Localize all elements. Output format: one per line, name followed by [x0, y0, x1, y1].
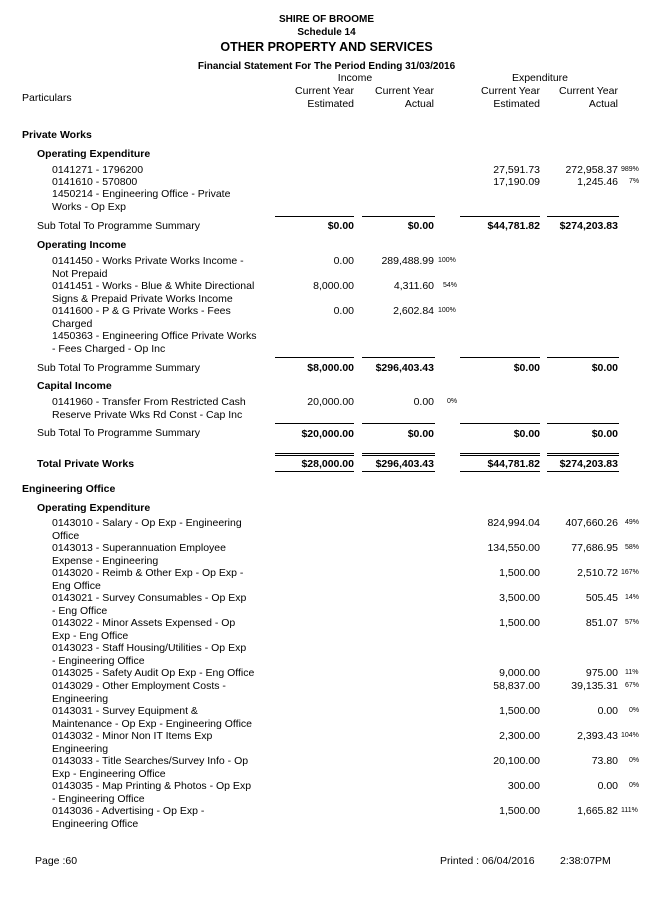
- subtotal-rule: [275, 216, 354, 217]
- inc-actual: 0.00: [413, 396, 434, 408]
- exp-estimated: $44,781.82: [487, 458, 540, 470]
- inc-actual: $296,403.43: [375, 458, 434, 470]
- subtotal-rule: [460, 357, 540, 358]
- inc-estimated: 20,000.00: [307, 396, 354, 408]
- total-rule: [460, 453, 540, 456]
- subtotal-rule: [547, 423, 619, 424]
- row-label: 0141451 - Works - Blue & White Directional Signs & Prepaid Private Works Income: [52, 280, 255, 305]
- row-label: 0143010 - Salary - Op Exp - Engineering Office: [52, 517, 242, 542]
- percent: 0%: [629, 782, 640, 789]
- exp-actual: 73.80: [591, 755, 618, 767]
- percent: 11%: [625, 669, 639, 676]
- particulars-heading: Particulars: [22, 92, 72, 104]
- row-label: Sub Total To Programme Summary: [37, 220, 201, 232]
- exp-actual: $0.00: [591, 362, 618, 374]
- exp-actual: 77,686.95: [571, 542, 618, 554]
- exp-estimated: 58,837.00: [493, 680, 540, 692]
- subtotal-rule: [275, 423, 354, 424]
- inc-estimated: $20,000.00: [301, 428, 354, 440]
- subtotal-rule: [362, 357, 435, 358]
- col-exp-est-h1: Current Year: [481, 85, 540, 97]
- exp-actual: $0.00: [591, 428, 618, 440]
- total-rule: [362, 471, 435, 472]
- row-label: 0143032 - Minor Non IT Items Exp Engineering: [52, 730, 213, 755]
- inc-actual: $296,403.43: [375, 362, 434, 374]
- exp-actual: 0.00: [597, 705, 618, 717]
- exp-estimated: 134,550.00: [487, 542, 540, 554]
- percent: 0%: [447, 398, 458, 405]
- report-subtitle: Financial Statement For The Period Ending 31/03/2016: [197, 61, 456, 72]
- schedule-label: Schedule 14: [297, 27, 356, 38]
- income-heading: Income: [337, 72, 373, 84]
- exp-actual: 0.00: [597, 780, 618, 792]
- inc-actual: 289,488.99: [381, 255, 434, 267]
- col-inc-est-h1: Current Year: [295, 85, 354, 97]
- percent: 57%: [625, 619, 640, 626]
- row-label: Sub Total To Programme Summary: [37, 427, 201, 439]
- percent: 111%: [621, 807, 638, 814]
- row-label: 0141450 - Works Private Works Income - Not Prepaid: [52, 255, 244, 280]
- exp-actual: 2,510.72: [577, 567, 618, 579]
- percent: 54%: [443, 282, 458, 289]
- row-label: 0143022 - Minor Assets Expensed - Op Exp - Eng Office: [52, 617, 236, 642]
- percent: 49%: [625, 519, 640, 526]
- subtotal-rule: [275, 357, 354, 358]
- report-title: OTHER PROPERTY AND SERVICES: [220, 40, 433, 54]
- expenditure-heading: Expenditure: [511, 72, 569, 84]
- page-number: Page :60: [35, 855, 78, 867]
- group-operating-expenditure: Operating Expenditure: [37, 148, 151, 160]
- printed-time: 2:38:07PM: [560, 855, 611, 867]
- exp-actual: $274,203.83: [559, 220, 618, 232]
- inc-actual: $0.00: [407, 220, 434, 232]
- row-label: 0143029 - Other Employment Costs - Engineering: [52, 680, 226, 705]
- total-rule: [547, 453, 619, 456]
- percent: 67%: [625, 682, 640, 689]
- exp-actual: 505.45: [585, 592, 618, 604]
- exp-estimated: $0.00: [513, 362, 540, 374]
- percent: 7%: [629, 178, 640, 185]
- exp-estimated: 3,500.00: [499, 592, 540, 604]
- inc-estimated: $28,000.00: [301, 458, 354, 470]
- org-name: SHIRE OF BROOME: [278, 14, 374, 25]
- exp-actual: 2,393.43: [577, 730, 618, 742]
- col-exp-act-h1: Current Year: [559, 85, 618, 97]
- col-inc-act-h2: Actual: [404, 98, 434, 110]
- exp-actual: 272,958.37: [565, 164, 618, 176]
- row-label: 0141600 - P & G Private Works - Fees Charged: [52, 305, 231, 330]
- row-label: 0143020 - Reimb & Other Exp - Op Exp - Eng Office: [52, 567, 244, 592]
- exp-estimated: 1,500.00: [499, 617, 540, 629]
- exp-estimated: $0.00: [513, 428, 540, 440]
- exp-actual: 39,135.31: [571, 680, 618, 692]
- col-inc-est-h2: Estimated: [307, 98, 354, 110]
- exp-estimated: 2,300.00: [499, 730, 540, 742]
- percent: 0%: [629, 757, 640, 764]
- exp-actual: $274,203.83: [559, 458, 618, 470]
- row-label: 0143021 - Survey Consumables - Op Exp - Eng Office: [52, 592, 247, 617]
- total-rule: [275, 453, 354, 456]
- col-exp-est-h2: Estimated: [493, 98, 540, 110]
- inc-estimated: 0.00: [333, 255, 354, 267]
- group-operating-income: Operating Income: [37, 239, 127, 251]
- exp-actual: 851.07: [585, 617, 618, 629]
- total-rule: [275, 471, 354, 472]
- percent: 58%: [625, 544, 640, 551]
- exp-estimated: 27,591.73: [493, 164, 540, 176]
- exp-estimated: 300.00: [507, 780, 540, 792]
- percent: 100%: [438, 257, 456, 264]
- row-label: 0143033 - Title Searches/Survey Info - Op Exp - Engineering Office: [52, 755, 249, 780]
- total-rule: [460, 471, 540, 472]
- row-label: 0143025 - Safety Audit Op Exp - Eng Office: [52, 667, 255, 679]
- exp-actual: 1,245.46: [577, 176, 618, 188]
- exp-estimated: $44,781.82: [487, 220, 540, 232]
- percent: 100%: [438, 307, 456, 314]
- row-label: 0143035 - Map Printing & Photos - Op Exp - Engineering Office: [52, 780, 252, 805]
- inc-actual: 2,602.84: [393, 305, 434, 317]
- exp-actual: 975.00: [585, 667, 618, 679]
- exp-actual: 407,660.26: [565, 517, 618, 529]
- inc-actual: $0.00: [407, 428, 434, 440]
- group-operating-expenditure: Operating Expenditure: [37, 502, 151, 514]
- percent: 0%: [629, 707, 640, 714]
- group-capital-income: Capital Income: [37, 380, 112, 392]
- row-label: 0141610 - 570800: [52, 176, 138, 188]
- percent: 167%: [621, 569, 639, 576]
- total-rule: [362, 453, 435, 456]
- section-engineering-office: Engineering Office: [22, 483, 116, 495]
- inc-estimated: $0.00: [327, 220, 354, 232]
- exp-estimated: 1,500.00: [499, 805, 540, 817]
- percent: 989%: [621, 166, 639, 173]
- total-rule: [547, 471, 619, 472]
- inc-estimated: $8,000.00: [307, 362, 354, 374]
- exp-estimated: 1,500.00: [499, 567, 540, 579]
- row-label: 0143036 - Advertising - Op Exp - Engineering Office: [52, 805, 205, 830]
- percent: 104%: [621, 732, 639, 739]
- exp-actual: 1,665.82: [577, 805, 618, 817]
- percent: 14%: [625, 594, 640, 601]
- subtotal-rule: [547, 216, 619, 217]
- exp-estimated: 9,000.00: [499, 667, 540, 679]
- exp-estimated: 1,500.00: [499, 705, 540, 717]
- col-exp-act-h2: Actual: [588, 98, 618, 110]
- row-label: 0143023 - Staff Housing/Utilities - Op Exp - Engineering Office: [52, 642, 247, 667]
- row-label: Sub Total To Programme Summary: [37, 362, 201, 374]
- exp-estimated: 17,190.09: [493, 176, 540, 188]
- exp-estimated: 20,100.00: [493, 755, 540, 767]
- subtotal-rule: [460, 423, 540, 424]
- row-label: 1450363 - Engineering Office Private Works - Fees Charged - Op Inc: [52, 330, 257, 355]
- inc-estimated: 0.00: [333, 305, 354, 317]
- printed-date: Printed : 06/04/2016: [440, 855, 535, 867]
- row-label: 0143013 - Superannuation Employee Expense - Engineering: [52, 542, 226, 567]
- subtotal-rule: [460, 216, 540, 217]
- subtotal-rule: [547, 357, 619, 358]
- row-label: Total Private Works: [37, 458, 135, 470]
- row-label: 0141960 - Transfer From Restricted Cash Reserve Private Wks Rd Const - Cap Inc: [52, 396, 246, 421]
- col-inc-act-h1: Current Year: [375, 85, 434, 97]
- exp-estimated: 824,994.04: [487, 517, 540, 529]
- subtotal-rule: [362, 423, 435, 424]
- row-label: 1450214 - Engineering Office - Private Works - Op Exp: [52, 188, 231, 213]
- row-label: 0141271 - 1796200: [52, 164, 144, 176]
- inc-actual: 4,311.60: [393, 280, 434, 292]
- section-private-works: Private Works: [22, 129, 92, 141]
- row-label: 0143031 - Survey Equipment & Maintenance - Op Exp - Engineering Office: [52, 705, 252, 730]
- inc-estimated: 8,000.00: [313, 280, 354, 292]
- subtotal-rule: [362, 216, 435, 217]
